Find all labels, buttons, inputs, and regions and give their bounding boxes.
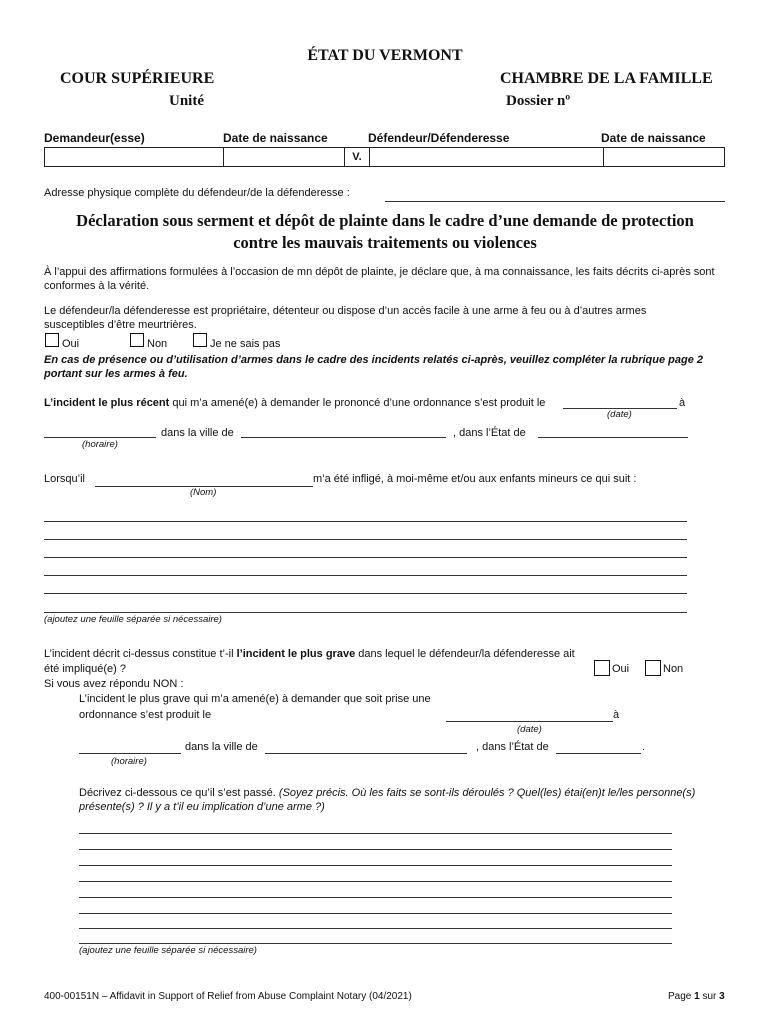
recent-city-label: dans la ville de — [161, 427, 234, 439]
defendant-dob-field[interactable] — [604, 148, 725, 167]
weapons-question: Le défendeur/la défenderesse est propriétaire, détenteur ou dispose d’un accès facile à une arme à feu ou à d’autres armes susceptibles d’être meurtrières. — [44, 305, 647, 331]
recent-extra-sheet-note: (ajoutez une feuille séparée si nécessaire) — [44, 614, 222, 625]
weapons-non-checkbox[interactable] — [130, 333, 144, 347]
describe-instructions — [79, 786, 729, 814]
worst-description-line[interactable] — [79, 928, 672, 929]
recent-incident-sentence — [44, 396, 545, 410]
weapons-non-label: Non — [147, 338, 168, 350]
worst-city-field[interactable] — [265, 753, 467, 754]
recent-description-line[interactable] — [44, 575, 687, 576]
page-total: 3 — [719, 991, 725, 1002]
page-pre: Page — [668, 991, 695, 1002]
recent-date-caption: (date) — [607, 409, 632, 420]
worst-state-field[interactable] — [556, 753, 641, 754]
address-field[interactable] — [385, 201, 725, 202]
form-title-line-2: contre les mauvais traitements ou violences — [233, 233, 537, 252]
docket-label: Dossier nº — [506, 93, 571, 109]
state-heading: ÉTAT DU VERMONT — [307, 47, 463, 64]
name-caption: (Nom) — [190, 487, 217, 498]
page-current: 1 — [694, 991, 700, 1002]
worst-description-line[interactable] — [79, 881, 672, 882]
worst-question-post: dans lequel le défendeur/la défenderesse ait — [355, 648, 575, 660]
versus-label: V. — [345, 148, 370, 167]
worst-incident-line-1: L’incident le plus grave qui m’a amené(e) à demander que soit prise une — [79, 693, 431, 705]
form-id: 400-00151N – Affidavit in Support of Relief from Abuse Complaint Notary (04/2021) — [44, 991, 412, 1002]
recent-a-label: à — [679, 397, 686, 409]
worst-question-bold: l’incident le plus grave — [236, 648, 356, 660]
plaintiff-label: Demandeur(esse) — [44, 131, 145, 145]
recent-description-line[interactable] — [44, 539, 687, 540]
lorsquil-label: Lorsqu’il — [44, 473, 85, 485]
recent-time-caption: (horaire) — [82, 439, 118, 450]
worst-description-line[interactable] — [79, 943, 672, 944]
worst-state-label: , dans l’État de — [476, 741, 549, 753]
recent-city-field[interactable] — [241, 437, 446, 438]
weapons-unknown-checkbox[interactable] — [193, 333, 207, 347]
court-name: COUR SUPÉRIEURE — [60, 70, 215, 87]
worst-description-line[interactable] — [79, 897, 672, 898]
describe-text: Décrivez ci-dessous ce qu’il s’est passé. — [79, 787, 279, 799]
recent-description-line[interactable] — [44, 521, 687, 522]
recent-description-line[interactable] — [44, 557, 687, 558]
page-number — [668, 991, 725, 1002]
recent-time-field[interactable] — [44, 437, 156, 438]
worst-date-field[interactable] — [446, 721, 613, 722]
worst-period: . — [642, 741, 646, 753]
worst-time-field[interactable] — [79, 753, 181, 754]
describe-italic-text: (Soyez précis. Où les faits se sont-ils déroulés ? Quel(les) étai(en)t le/les personne(s) présente(s) ? Il y a t’il eu implication d’une arme ?) — [79, 787, 696, 813]
worst-description-line[interactable] — [79, 913, 672, 914]
worst-oui-checkbox[interactable] — [594, 660, 610, 676]
worst-question-line-2: été impliqué(e) ? — [44, 663, 126, 675]
if-no-label: Si vous avez répondu NON : — [44, 678, 184, 690]
worst-description-line[interactable] — [79, 865, 672, 866]
worst-non-label: Non — [663, 663, 684, 675]
parties-table — [44, 147, 725, 167]
worst-date-caption: (date) — [517, 724, 542, 735]
worst-a-label: à — [613, 709, 620, 721]
weapons-unknown-label: Je ne sais pas — [210, 338, 281, 350]
recent-state-label: , dans l’État de — [453, 427, 526, 439]
weapons-oui-checkbox[interactable] — [45, 333, 59, 347]
recent-description-line[interactable] — [44, 612, 687, 613]
worst-non-checkbox[interactable] — [645, 660, 661, 676]
worst-description-line[interactable] — [79, 833, 672, 834]
worst-question-line-1 — [44, 647, 575, 661]
worst-time-caption: (horaire) — [111, 756, 147, 767]
dob-label-2: Date de naissance — [601, 131, 706, 145]
weapons-oui-label: Oui — [62, 338, 80, 350]
worst-question-pre: L’incident décrit ci-dessus constitue t’-il — [44, 648, 237, 660]
dob-label-1: Date de naissance — [223, 131, 328, 145]
plaintiff-field[interactable] — [45, 148, 224, 167]
inflicted-text: m’a été infligé, à moi-même et/ou aux enfants mineurs ce qui suit : — [313, 473, 637, 485]
weapons-note: En cas de présence ou d’utilisation d’armes dans le cadre des incidents relatés ci-après, veuillez compléter la rubrique page 2 portant sur les armes à feu. — [44, 354, 704, 380]
worst-oui-label: Oui — [612, 663, 630, 675]
worst-incident-line-2: ordonnance s’est produit le — [79, 709, 212, 721]
form-title-line-1: Déclaration sous serment et dépôt de plainte dans le cadre d’une demande de protection — [76, 211, 694, 230]
recent-incident-bold: L’incident le plus récent — [44, 397, 170, 409]
division-name: CHAMBRE DE LA FAMILLE — [500, 70, 713, 87]
plaintiff-dob-field[interactable] — [224, 148, 345, 167]
worst-extra-sheet-note: (ajoutez une feuille séparée si nécessaire) — [79, 945, 257, 956]
worst-description-line[interactable] — [79, 849, 672, 850]
recent-incident-text: qui m’a amené(e) à demander le prononcé d’une ordonnance s’est produit le — [169, 397, 546, 409]
worst-city-label: dans la ville de — [185, 741, 258, 753]
unit-label: Unité — [169, 93, 204, 109]
intro-text: À l’appui des affirmations formulées à l’occasion de mn dépôt de plainte, je déclare que, à ma connaissance, les faits décrits ci-après sont conformes à la vérité. — [44, 266, 715, 292]
recent-description-line[interactable] — [44, 593, 687, 594]
recent-state-field[interactable] — [538, 437, 688, 438]
defendant-field[interactable] — [370, 148, 604, 167]
page-mid: sur — [699, 991, 720, 1002]
address-label: Adresse physique complète du défendeur/de la défenderesse : — [44, 187, 350, 199]
defendant-label: Défendeur/Défenderesse — [368, 131, 510, 145]
